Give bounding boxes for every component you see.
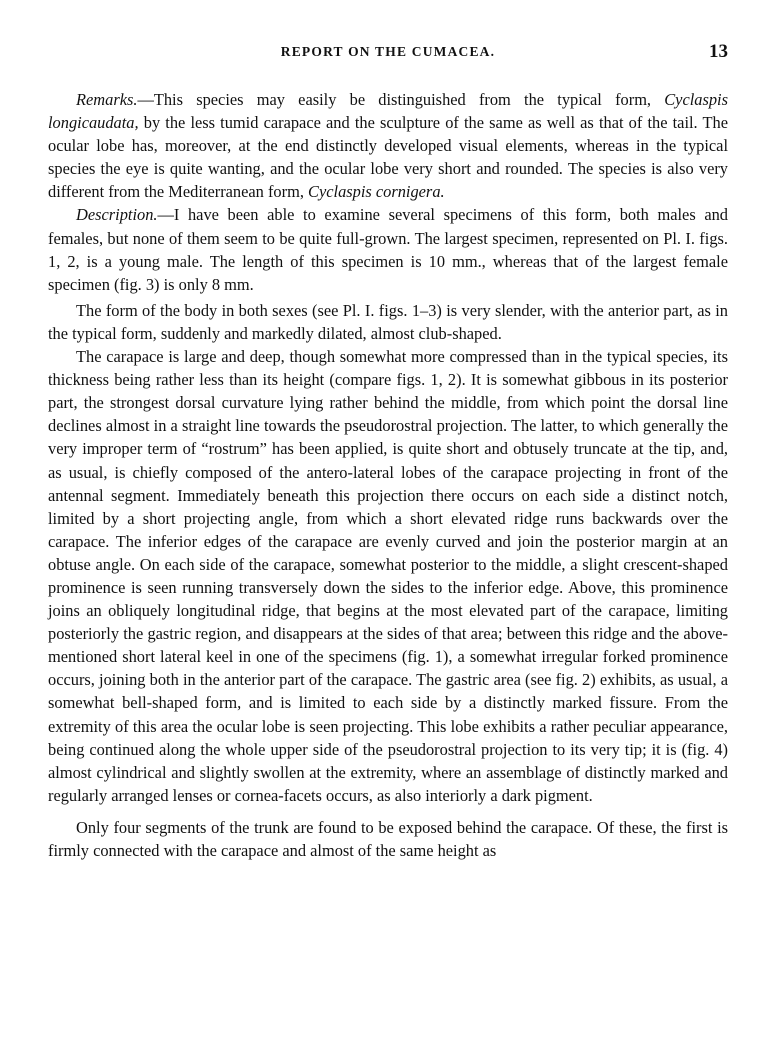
- remarks-lead: Remarks.: [76, 90, 138, 109]
- description-lead: Description.: [76, 205, 158, 225]
- remarks-text-1: —This species may easily be distinguished from the typical form,: [137, 90, 665, 109]
- running-head: REPORT ON THE CUMACEA.: [280, 44, 496, 59]
- remarks-species-1: Cyclaspis longicaudata,: [48, 90, 728, 133]
- remarks-species-2: Cyclaspis cornigera.: [308, 182, 445, 202]
- description-paragraph: [48, 203, 728, 295]
- carapace-paragraph: The carapace is large and deep, though somewhat more compressed than in the typical species, its thickness being rather less than its height (compare figs. 1, 2). It is somewhat gibbous in its posterior part, the strongest dorsal curvature lying rather behind the middle, from which point the dorsal line declines almost in a straight line towards the pseudorostral projection. The latter, to which generally the very improper term of “rostrum” has been applied, is quite short and obtusely truncate at the tip, and, as usual, is chiefly composed of the antero-lateral lobes of the carapace projecting in front of the antennal segment. Immediately beneath this projection there occurs on each side a distinct notch, limited by a short projecting angle, from which a short elevated ridge runs backwards over the carapace. The inferior edges of the carapace are evenly curved and join the posterior margin at an obtuse angle. On each side of the carapace, somewhat posterior to the middle, a slight crescent-shaped prominence is seen running transversely down the sides to the inferior edge. Above, this prominence joins an obliquely longitudinal ridge, that begins at the most elevated part of the carapace, limiting posteriorly the gastric region, and disappears at the sides of that area; between this ridge and the above-mentioned short lateral keel in one of the specimens (fig. 1), a somewhat irregular forked prominence occurs, joining both in the anterior part of the carapace. The gastric area (see fig. 2) exhibits, as usual, a somewhat bell-shaped form, and is limited to each side by a distinctly marked fissure. From the extremity of this area the ocular lobe is seen projecting. This lobe exhibits a rather peculiar appearance, being continued along the whole upper side of the pseudorostral projection to its very tip; it is (fig. 4) almost cylindrical and slightly swollen at the extremity, where an assemblage of distinctly marked and regularly arranged lenses or cornea-facets occurs, as also interiorly a dark pigment.: [48, 347, 728, 805]
- page-number: 13: [709, 41, 728, 62]
- page-header: [0, 41, 776, 68]
- description-text: —I have been able to examine several specimens of this form, both males and females, but none of them seem to be quite full-grown. The largest specimen, represented on Pl. I. figs. 1, 2, is a young male. The length of this specimen is 10 mm., whereas that of the largest female specimen (fig. 3) is only 8 mm.: [48, 205, 728, 294]
- body-form-paragraph: The form of the body in both sexes (see Pl. I. figs. 1–3) is very slender, with the anterior part, as in the typical form, suddenly and markedly dilated, almost club-shaped.: [48, 300, 728, 343]
- body-text: [48, 88, 728, 862]
- remarks-paragraph: [48, 88, 728, 203]
- trunk-paragraph: Only four segments of the trunk are found to be exposed behind the carapace. Of these, the first is firmly connected with the carapace and almost of the same height as: [48, 817, 728, 860]
- remarks-text-2: by the less tumid carapace and the sculpture of the same as well as that of the tail. The ocular lobe has, moreover, at the end distinctly developed visual elements, whereas in the typical species the eye is quite wanting, and the ocular lobe very short and rounded. The species is also very different from the Mediterranean form,: [48, 113, 728, 202]
